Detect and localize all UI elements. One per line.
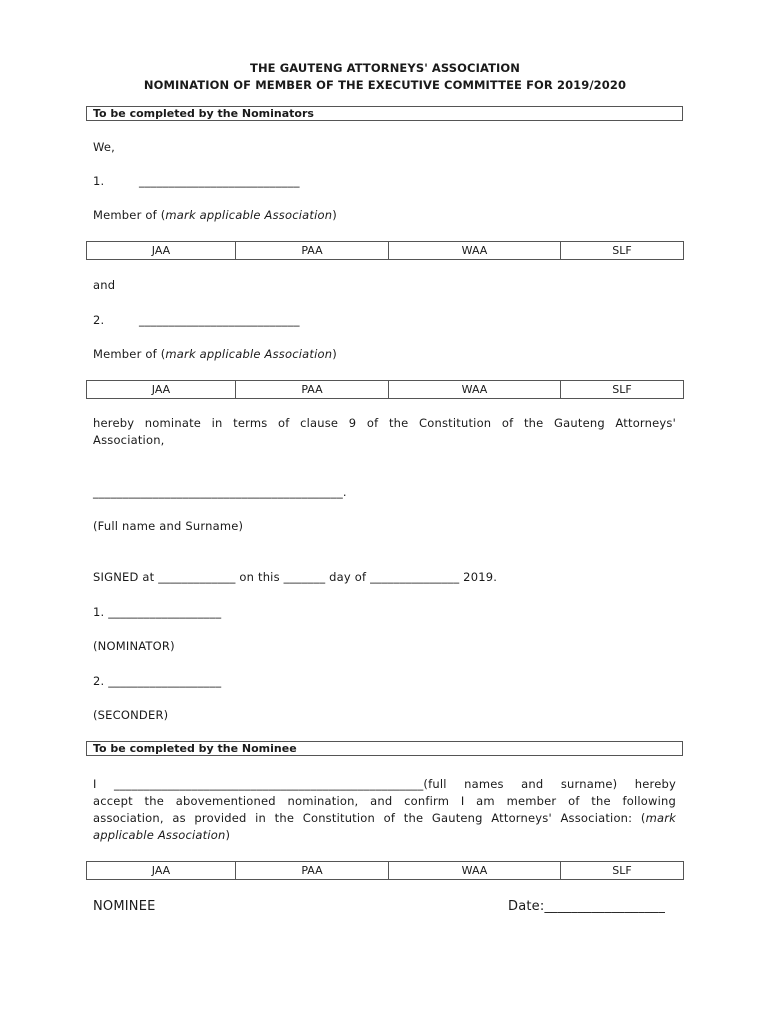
association-option-paa[interactable]: PAA bbox=[236, 381, 389, 398]
association-option-waa[interactable]: WAA bbox=[389, 862, 561, 879]
association-table-2 bbox=[86, 380, 684, 399]
association-option-waa[interactable]: WAA bbox=[389, 242, 561, 259]
seconder-signature-field[interactable]: 2. ___________________ bbox=[93, 674, 222, 688]
association-table-1 bbox=[86, 241, 684, 260]
signed-line[interactable]: SIGNED at _____________ on this _______ day of _______________ 2019. bbox=[93, 570, 498, 584]
section-header-nominators: To be completed by the Nominators bbox=[86, 106, 683, 121]
association-option-jaa[interactable]: JAA bbox=[87, 242, 236, 259]
association-option-paa[interactable]: PAA bbox=[236, 242, 389, 259]
member-of-label-2: Member of (mark applicable Association) bbox=[93, 347, 337, 361]
document-title: THE GAUTENG ATTORNEYS' ASSOCIATION bbox=[250, 61, 520, 75]
seconder-caption: (SECONDER) bbox=[93, 708, 169, 722]
association-option-slf[interactable]: SLF bbox=[612, 864, 632, 877]
association-option-jaa[interactable]: JAA bbox=[87, 381, 236, 398]
nominee-acceptance-statement: I ____________________________________________________(full names and surname) hereby accept the abovementioned nomination, and confirm I am member of the following association, as provided in the Constitution of the Gauteng Attorneys' Association: (mark applicable Association) bbox=[93, 777, 676, 842]
nominator-2-number: 2. bbox=[93, 313, 105, 327]
association-option-jaa[interactable]: JAA bbox=[87, 862, 236, 879]
nominator-1-name-field[interactable]: ___________________________ bbox=[139, 174, 300, 188]
nominator-caption: (NOMINATOR) bbox=[93, 639, 175, 653]
and-label: and bbox=[93, 278, 116, 292]
document-subtitle: NOMINATION OF MEMBER OF THE EXECUTIVE COMMITTEE FOR 2019/2020 bbox=[143, 78, 627, 92]
nominator-1-number: 1. bbox=[93, 174, 105, 188]
date-field[interactable]: Date:__________________ bbox=[508, 899, 666, 914]
nominator-2-name-field[interactable]: ___________________________ bbox=[139, 313, 300, 327]
nominee-label: NOMINEE bbox=[93, 899, 156, 914]
association-table-nominee bbox=[86, 861, 684, 880]
association-option-slf[interactable]: SLF bbox=[612, 383, 632, 396]
nominator-signature-field[interactable]: 1. ___________________ bbox=[93, 605, 222, 619]
full-name-caption: (Full name and Surname) bbox=[93, 519, 244, 533]
member-of-label-1: Member of (mark applicable Association) bbox=[93, 208, 337, 222]
we-label: We, bbox=[93, 140, 116, 154]
association-option-waa[interactable]: WAA bbox=[389, 381, 561, 398]
nomination-statement: hereby nominate in terms of clause 9 of the Constitution of the Gauteng Attorneys' Association, bbox=[93, 416, 676, 447]
nominee-full-name-field[interactable]: __________________________________________. bbox=[93, 485, 347, 499]
association-option-paa[interactable]: PAA bbox=[236, 862, 389, 879]
section-header-nominee: To be completed by the Nominee bbox=[86, 741, 683, 756]
association-option-slf[interactable]: SLF bbox=[612, 244, 632, 257]
